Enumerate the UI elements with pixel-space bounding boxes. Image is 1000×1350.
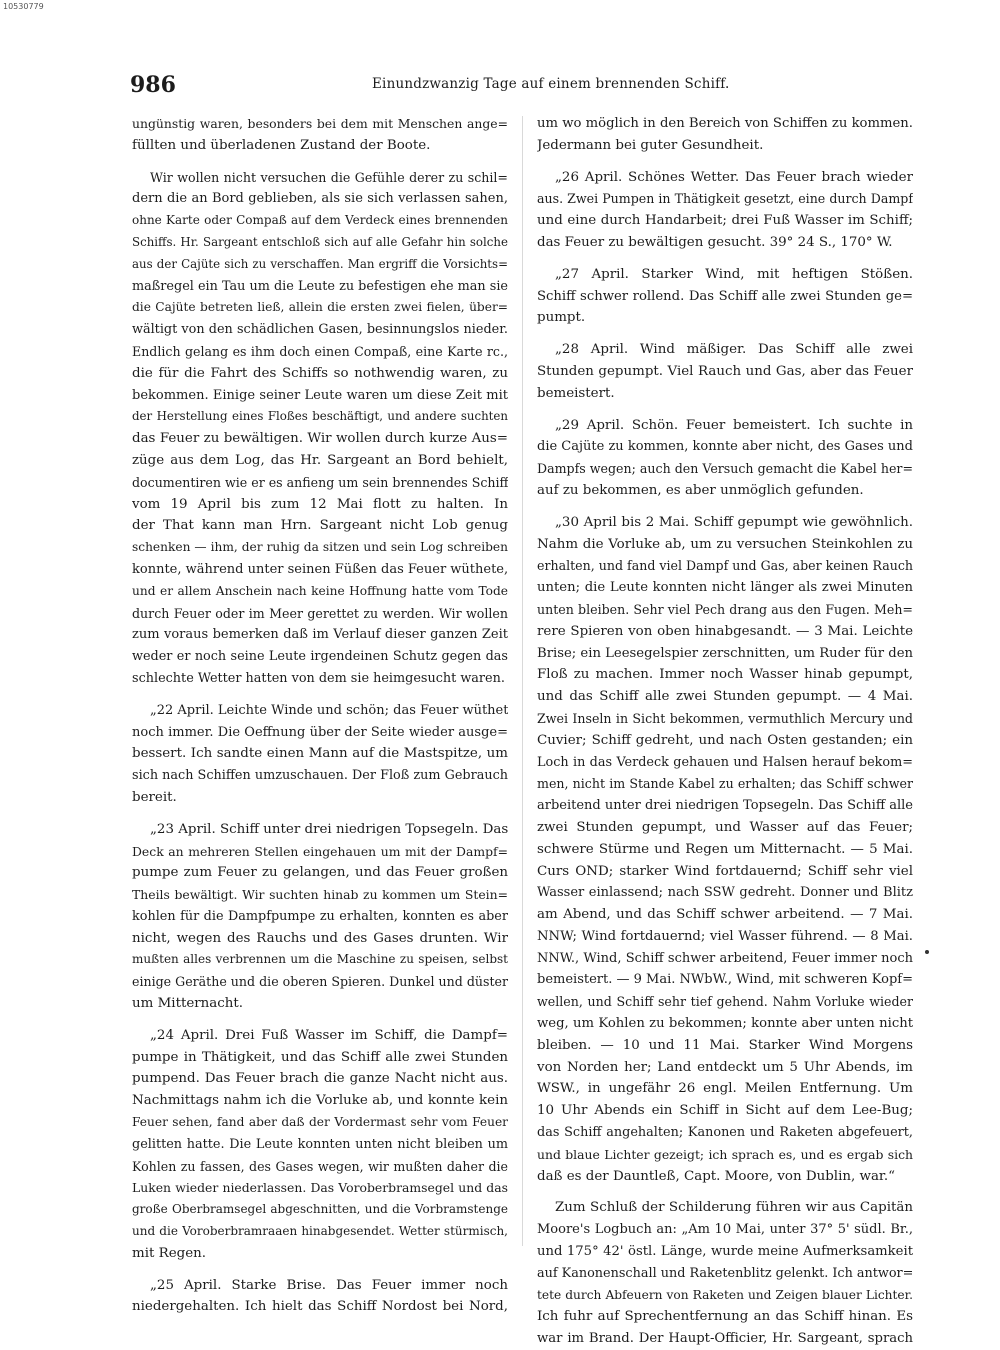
- text-line: und das Schiff alle zwei Stunden gepumpt. — 4 Mai.: [537, 689, 913, 705]
- text-line: schlechte Wetter hatten von dem sie heimgesucht waren.: [132, 670, 505, 686]
- text-line: bessert. Ich sandte einen Mann auf die Mastspitze, um: [132, 746, 508, 762]
- text-line: Loch in das Verdeck gehauen und Halsen herauf bekom=: [537, 754, 913, 770]
- text-line: Moore's Logbuch an: „Am 10 Mai, unter 37° 5' südl. Br.,: [537, 1222, 913, 1238]
- text-line: men, nicht im Stande Kabel zu erhalten; das Schiff schwer: [537, 776, 913, 792]
- text-line: Schiffs. Hr. Sargeant entschloß sich auf alle Gefahr hin solche: [132, 234, 508, 249]
- paragraph-gap: [537, 502, 913, 512]
- text-line: sich nach Schiffen umzuschauen. Der Floß zum Gebrauch: [132, 768, 508, 784]
- text-line: auf Kanonenschall und Raketenblitz gelenkt. Ich antwor=: [537, 1265, 913, 1281]
- text-line: Stunden gepumpt. Viel Rauch und Gas, aber das Feuer: [537, 363, 913, 379]
- text-line: unten; die Leute konnten nicht länger als zwei Minuten: [537, 580, 913, 596]
- text-line: um wo möglich in den Bereich von Schiffen zu kommen.: [537, 116, 913, 131]
- text-line: schenken — ihm, der ruhig da sitzen und sein Log schreiben: [132, 540, 508, 555]
- column-divider: [522, 116, 523, 1246]
- text-line: der That kann man Hrn. Sargeant nicht Lob genug: [132, 518, 508, 534]
- text-line: pumpt.: [537, 310, 586, 326]
- text-line: weder er noch seine Leute irgendeinen Schutz gegen das: [132, 649, 508, 665]
- text-line: weg, um Kohlen zu bekommen; konnte aber unten nicht: [537, 1016, 913, 1032]
- text-line: tete durch Abfeuern von Raketen und Zeigen blauer Lichter.: [537, 1287, 913, 1302]
- text-line: Jedermann bei guter Gesundheit.: [537, 137, 764, 153]
- right-column: [537, 113, 913, 1350]
- text-line: Theils bewältigt. Wir suchten hinab zu kommen um Stein=: [132, 887, 508, 903]
- text-line: bleiben. — 10 und 11 Mai. Starker Wind Morgens: [537, 1037, 913, 1053]
- text-line: das Schiff angehalten; Kanonen und Raketen abgefeuert,: [537, 1125, 913, 1141]
- text-line: und blaue Lichter gezeigt; ich sprach es, und es ergab sich: [537, 1146, 913, 1162]
- text-line: einige Geräthe und die oberen Spieren. Dunkel und düster: [132, 974, 508, 990]
- text-line: um Mitternacht.: [132, 996, 244, 1012]
- text-line: „23 April. Schiff unter drei niedrigen Topsegeln. Das: [150, 821, 508, 837]
- paragraph-gap: [537, 405, 913, 415]
- paragraph-gap: [132, 690, 508, 700]
- text-line: pumpend. Das Feuer brach die ganze Nacht nicht aus.: [132, 1071, 508, 1087]
- text-line: „27 April. Starker Wind, mit heftigen Stößen.: [555, 266, 913, 282]
- text-line: Wasser einlassend; nach SSW gedreht. Donner und Blitz: [537, 885, 913, 901]
- margin-mark: [925, 950, 929, 954]
- text-line: zum voraus bemerken daß im Verlauf dieser ganzen Zeit: [132, 627, 508, 643]
- text-line: „24 April. Drei Fuß Wasser im Schiff, die Dampf=: [150, 1027, 508, 1043]
- text-line: konnte, während unter seinen Füßen das Feuer wüthete,: [132, 561, 508, 577]
- text-line: ohne Karte oder Compaß auf dem Verdeck eines brennenden: [132, 213, 508, 228]
- text-line: das Feuer zu bewältigen. Wir wollen durch kurze Aus=: [132, 431, 508, 447]
- text-line: züge aus dem Log, das Hr. Sargeant an Bord behielt,: [132, 452, 508, 468]
- text-line: arbeitend unter drei niedrigen Topsegeln. Das Schiff alle: [537, 798, 913, 814]
- text-line: Zwei Inseln in Sicht bekommen, vermuthlich Mercury und: [537, 710, 913, 726]
- text-line: Cuvier; Schiff gedreht, und nach Osten gestanden; ein: [537, 732, 913, 748]
- paragraph-gap: [132, 1265, 508, 1275]
- text-line: Ich fuhr auf Sprechentfernung an das Schiff hinan. Es: [537, 1309, 913, 1325]
- text-line: Brise; ein Leesegelspier zerschnitten, um Ruder für den: [537, 645, 913, 661]
- text-line: „30 April bis 2 Mai. Schiff gepumpt wie gewöhnlich.: [555, 514, 913, 530]
- text-line: und er allem Anschein nach keine Hoffnung hatte vom Tode: [132, 583, 508, 598]
- text-line: bemeistert.: [537, 385, 615, 401]
- text-line: dern die an Bord geblieben, als sie sich verlassen sahen,: [132, 191, 508, 207]
- text-line: wellen, und Schiff sehr tief gehend. Nahm Vorluke wieder: [537, 994, 913, 1010]
- text-line: Nachmittags nahm ich die Vorluke ab, und konnte kein: [132, 1093, 508, 1109]
- text-line: ungünstig waren, besonders bei dem mit Menschen ange=: [132, 116, 508, 131]
- text-line: am Abend, und das Schiff schwer arbeitend. — 7 Mai.: [537, 907, 913, 923]
- text-line: der Herstellung eines Floßes beschäftigt, und andere suchten: [132, 409, 508, 424]
- text-line: von Norden her; Land entdeckt um 5 Uhr Abends, im: [537, 1059, 913, 1075]
- text-line: unten bleiben. Sehr viel Pech drang aus den Fugen. Meh=: [537, 601, 913, 617]
- text-line: das Feuer zu bewältigen gesucht. 39° 24 S., 170° W.: [537, 234, 893, 250]
- text-line: bereit.: [132, 789, 177, 805]
- text-line: nicht, wegen des Rauchs und des Gases drunten. Wir: [132, 930, 508, 946]
- paragraph-gap: [537, 254, 913, 264]
- paragraph-gap: [132, 1015, 508, 1025]
- text-line: zwei Stunden gepumpt, und Wasser auf das Feuer;: [537, 819, 913, 835]
- text-line: Luken wieder niederlassen. Das Voroberbramsegel und das: [132, 1180, 508, 1196]
- text-line: NNW; Wind fortdauernd; viel Wasser führend. — 8 Mai.: [537, 928, 913, 944]
- text-line: erhalten, und fand viel Dampf und Gas, aber keinen Rauch: [537, 558, 913, 574]
- paragraph-gap: [537, 1187, 913, 1197]
- text-line: auf zu bekommen, es aber unmöglich gefunden.: [537, 482, 864, 498]
- text-line: „26 April. Schönes Wetter. Das Feuer brach wieder: [555, 169, 913, 185]
- text-line: die für die Fahrt des Schiffs so nothwendig waren, zu: [132, 365, 508, 381]
- text-line: 10 Uhr Abends ein Schiff in Sicht auf dem Lee-Bug;: [537, 1103, 913, 1119]
- text-line: maßregel ein Tau um die Leute zu befestigen ehe man sie: [132, 278, 508, 294]
- text-line: niedergehalten. Ich hielt das Schiff Nordost bei Nord,: [132, 1299, 508, 1315]
- text-line: Endlich gelang es ihm doch einen Compaß, eine Karte rc.,: [132, 343, 508, 359]
- text-line: rere Spieren von oben hinabgesandt. — 3 Mai. Leichte: [537, 623, 913, 639]
- text-line: mit Regen.: [132, 1245, 207, 1261]
- text-line: war im Brand. Der Haupt-Officier, Hr. Sargeant, sprach: [537, 1331, 913, 1347]
- text-line: Floß zu machen. Immer noch Wasser hinab gepumpt,: [537, 667, 913, 683]
- text-line: schwere Stürme und Regen um Mitternacht. — 5 Mai.: [537, 841, 913, 857]
- text-line: Dampfs wegen; auch den Versuch gemacht die Kabel her=: [537, 461, 913, 477]
- text-line: Deck an mehreren Stellen eingehauen um mit der Dampf=: [132, 843, 508, 859]
- text-line: Schiff schwer rollend. Das Schiff alle zwei Stunden ge=: [537, 288, 913, 304]
- running-head: Einundzwanzig Tage auf einem brennenden Schiff.: [372, 76, 730, 92]
- paragraph-gap: [537, 329, 913, 339]
- text-line: füllten und überladenen Zustand der Boote.: [132, 137, 431, 153]
- text-line: Feuer sehen, fand aber daß der Vordermast sehr vom Feuer: [132, 1115, 508, 1130]
- text-line: NNW., Wind, Schiff schwer arbeitend, Feuer immer noch: [537, 950, 913, 966]
- text-line: „29 April. Schön. Feuer bemeistert. Ich suchte in: [555, 417, 913, 433]
- text-line: „25 April. Starke Brise. Das Feuer immer noch: [150, 1277, 508, 1293]
- text-line: mußten alles verbrennen um die Maschine zu speisen, selbst: [132, 952, 508, 967]
- text-line: daß es der Dauntleß, Capt. Moore, von Dublin, war.“: [537, 1168, 895, 1184]
- text-line: pumpe zum Feuer zu gelangen, und das Feuer großen: [132, 865, 508, 881]
- text-line: durch Feuer oder im Meer gerettet zu werden. Wir wollen: [132, 605, 508, 621]
- text-line: „22 April. Leichte Winde und schön; das Feuer wüthet: [150, 702, 508, 718]
- text-line: aus. Zwei Pumpen in Thätigkeit gesetzt, eine durch Dampf: [537, 191, 913, 207]
- text-line: und 175° 42' östl. Länge, wurde meine Aufmerksamkeit: [537, 1244, 913, 1260]
- paragraph-gap: [537, 157, 913, 167]
- text-line: Zum Schluß der Schilderung führen wir aus Capitän: [555, 1200, 913, 1216]
- text-line: „28 April. Wind mäßiger. Das Schiff alle zwei: [555, 342, 913, 358]
- text-line: noch immer. Die Oeffnung über der Seite wieder ausge=: [132, 724, 508, 740]
- text-line: und die Voroberbramraaen hinabgesendet. Wetter stürmisch,: [132, 1224, 508, 1239]
- text-line: bemeistert. — 9 Mai. NWbW., Wind, mit schweren Kopf=: [537, 972, 913, 988]
- text-line: Wir wollen nicht versuchen die Gefühle derer zu schil=: [150, 169, 508, 185]
- text-line: documentiren wie er es anfieng um sein brennendes Schiff: [132, 474, 508, 490]
- text-line: Curs OND; starker Wind fortdauernd; Schiff sehr viel: [537, 863, 913, 879]
- text-line: die Cajüte betreten ließ, allein die ersten zwei fielen, über=: [132, 300, 508, 315]
- page-number: 986: [130, 72, 176, 98]
- paragraph-gap: [132, 809, 508, 819]
- paragraph-gap: [132, 157, 508, 167]
- text-line: vom 19 April bis zum 12 Mai flott zu halten. In: [132, 496, 508, 512]
- left-column: [132, 113, 508, 1318]
- text-line: gelitten hatte. Die Leute konnten unten nicht bleiben um: [132, 1136, 508, 1152]
- text-line: WSW., in ungefähr 26 engl. Meilen Entfernung. Um: [537, 1081, 913, 1097]
- image-id: 10530779: [3, 2, 44, 11]
- text-line: Kohlen zu fassen, des Gases wegen, wir mußten daher die: [132, 1158, 508, 1174]
- text-line: pumpe in Thätigkeit, und das Schiff alle zwei Stunden: [132, 1049, 508, 1065]
- text-line: bekommen. Einige seiner Leute waren um diese Zeit mit: [132, 387, 508, 403]
- text-line: aus der Cajüte sich zu verschaffen. Man ergriff die Vorsichts=: [132, 256, 508, 271]
- text-line: kohlen für die Dampfpumpe zu erhalten, konnten es aber: [132, 908, 508, 924]
- text-line: und eine durch Handarbeit; drei Fuß Wasser im Schiff;: [537, 213, 913, 229]
- text-line: große Oberbramsegel abgeschnitten, und die Vorbramstenge: [132, 1202, 508, 1217]
- text-line: die Cajüte zu kommen, konnte aber nicht, des Gases und: [537, 439, 913, 455]
- text-line: wältigt von den schädlichen Gasen, besinnungslos nieder.: [132, 322, 508, 338]
- text-line: Nahm die Vorluke ab, um zu versuchen Steinkohlen zu: [537, 536, 913, 552]
